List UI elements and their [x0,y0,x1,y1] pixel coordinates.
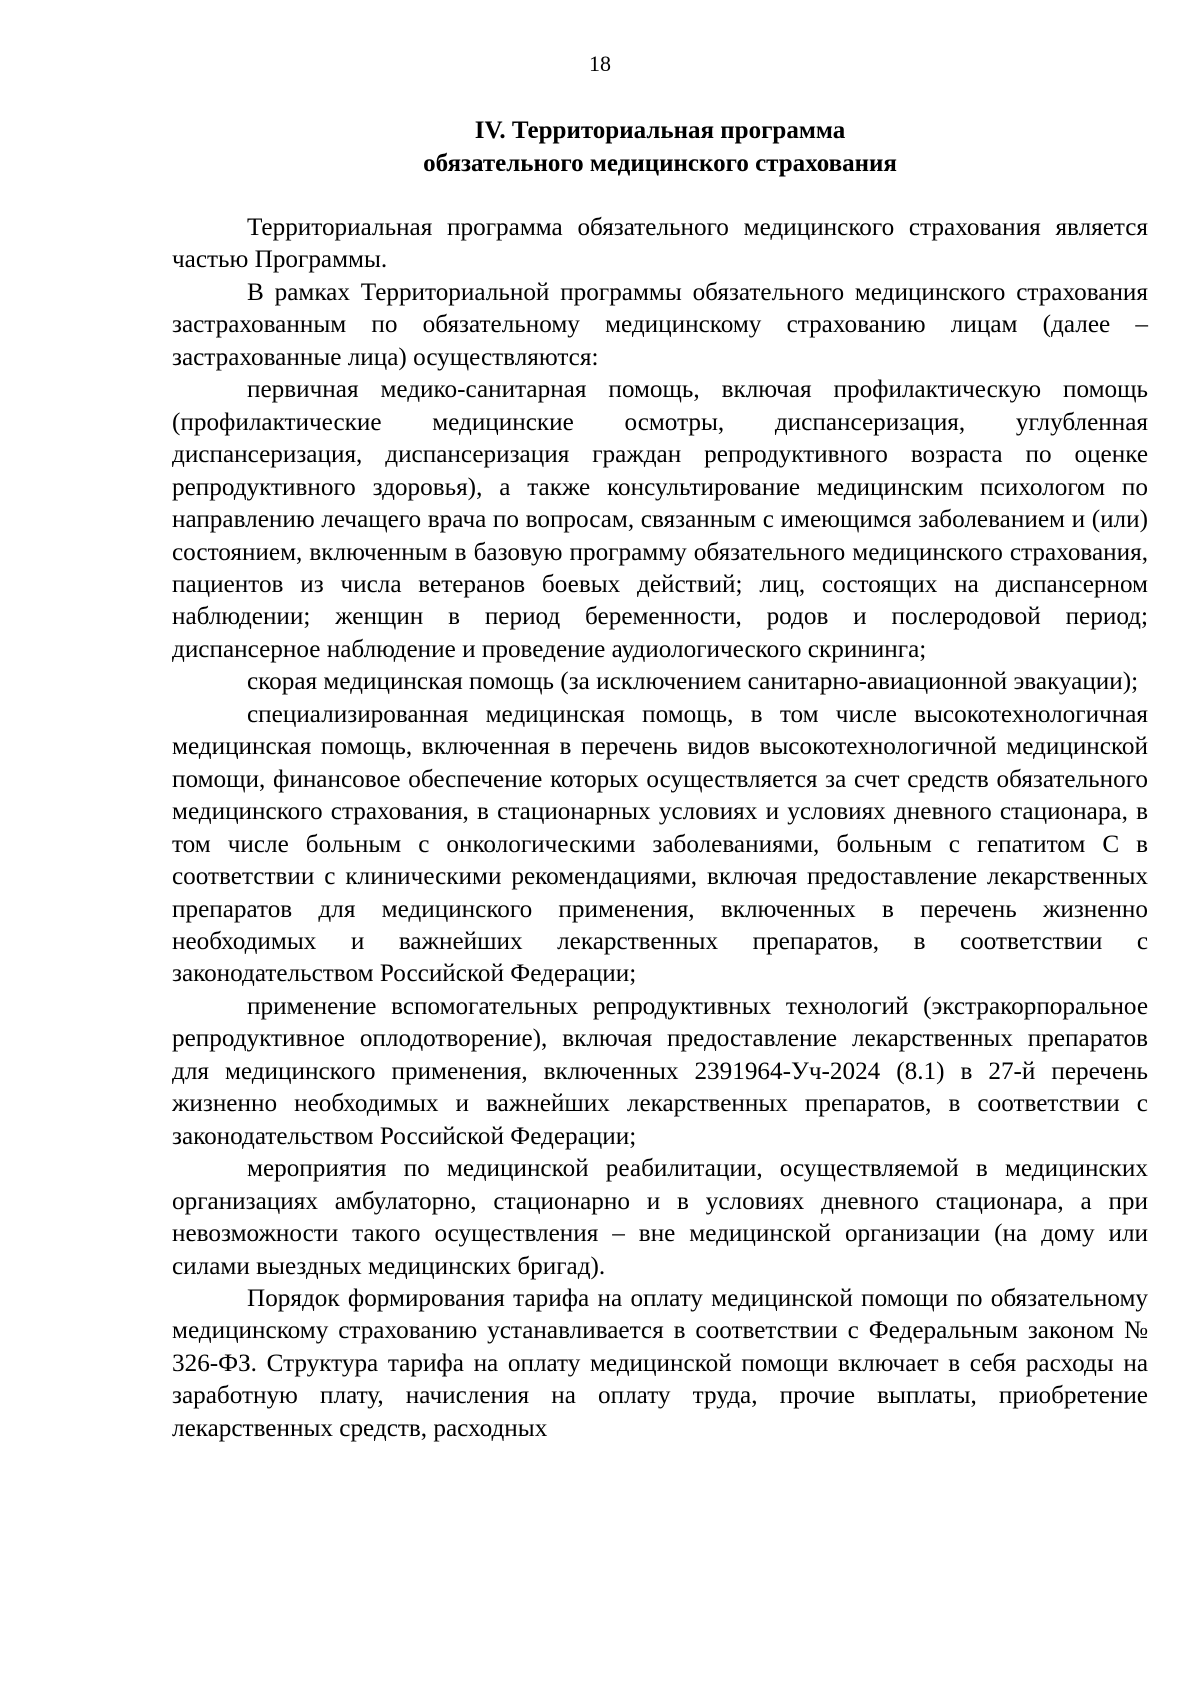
paragraph-primary-care: первичная медико-санитарная помощь, включая профилактическую помощь (профилактические медицинские осмотры, диспансеризация, углубленная диспансеризация, диспансеризация граждан репродуктивного возраста по оценке репродуктивного здоровья), а также консультирование медицинским психологом по направлению лечащего врача по вопросам, связанным с имеющимся заболеванием и (или) состоянием, включенным в базовую программу обязательного медицинского страхования, пациентов из числа ветеранов боевых действий; лиц, состоящих на диспансерном наблюдении; женщин в период беременности, родов и послеродовой период; диспансерное наблюдение и проведение аудиологического скрининга; [172,376,1148,663]
paragraph-program-part: Территориальная программа обязательного медицинского страхования является частью Программы. [172,214,1148,274]
paragraph-reproductive-technologies: применение вспомогательных репродуктивных технологий (экстракорпоральное репродуктивное оплодотворение), включая предоставление лекарственных препаратов для медицинского применения, включенных 2391964-Уч-2024 (8.1) в 27-й перечень жизненно необходимых и важнейших лекарственных препаратов, в соответствии с законодательством Российской Федерации; [172,992,1148,1150]
paragraph-specialized-care: специализированная медицинская помощь, в том числе высокотехнологичная медицинская помощь, включенная в перечень видов высокотехнологичной медицинской помощи, финансовое обеспечение которых осуществляется за счет средств обязательного медицинского страхования, в стационарных условиях и условиях дневного стационара, в том числе больным с онкологическими заболеваниями, больным с гепатитом С в соответствии с клиническими рекомендациями, включая предоставление лекарственных препаратов для медицинского применения, включенных в перечень жизненно необходимых и важнейших лекарственных препаратов, в соответствии с законодательством Российской Федерации; [172,700,1148,988]
paragraph-tariff-order: Порядок формирования тарифа на оплату медицинской помощи по обязательному медицинскому страхованию устанавливается в соответствии с Федеральным законом № 326-ФЗ. Структура тарифа на оплату медицинской помощи включает в себя расходы на заработную плату, начисления на оплату труда, прочие выплаты, приобретение лекарственных средств, расходных [172,1284,1148,1442]
section-heading [172,114,1148,180]
paragraph-emergency-care: скорая медицинская помощь (за исключением санитарно-авиационной эвакуации); [247,668,1139,696]
page-number: 18 [589,51,611,76]
paragraph-insured-persons: В рамках Территориальной программы обязательного медицинского страхования застрахованным по обязательному медицинскому страхованию лицам (далее – застрахованные лица) осуществляются: [172,278,1148,371]
paragraph-rehabilitation: мероприятия по медицинской реабилитации, осуществляемой в медицинских организациях амбулаторно, стационарно и в условиях дневного стационара, а при невозможности такого осуществления – вне медицинской организации (на дому или силами выездных медицинских бригад). [172,1155,1148,1280]
body-text [172,212,1148,1445]
section-heading-line-2: обязательного медицинского страхования [423,150,897,177]
section-heading-line-1: IV. Территориальная программа [474,117,846,144]
